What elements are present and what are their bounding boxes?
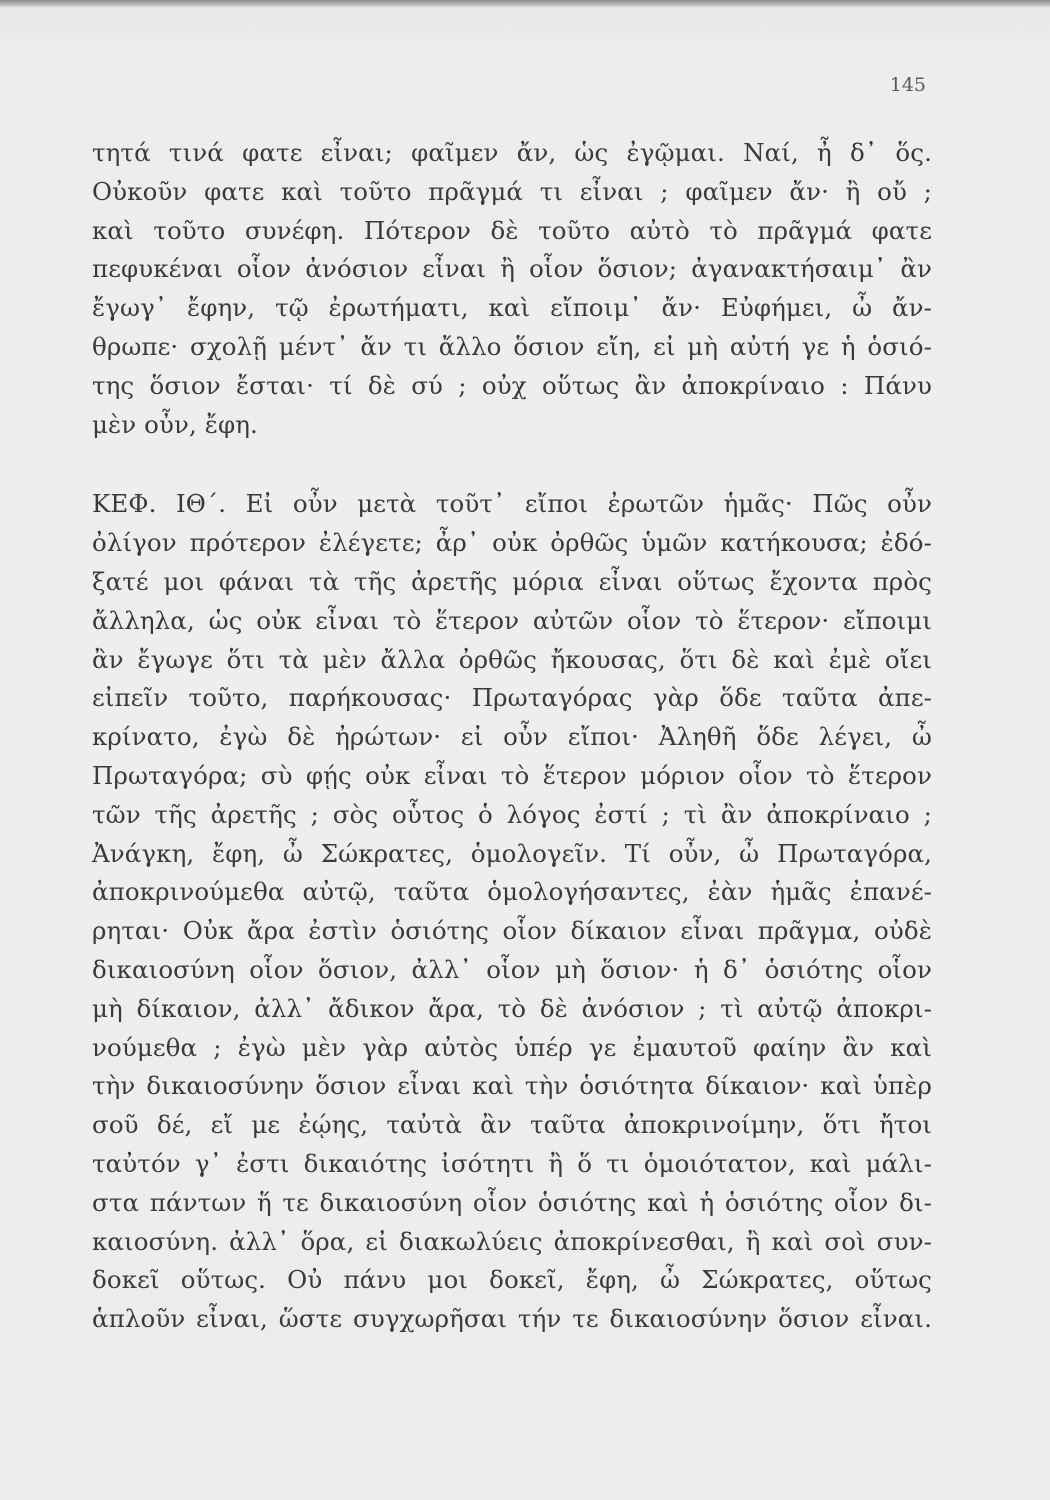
text-line: μὲν οὖν, ἔφη.	[92, 409, 258, 439]
text-line: Ἀνάγκη, ἔφη, ὦ Σώκρατες, ὁμολογεῖν. Τί οὖν, ὦ Πρωταγόρα,	[92, 838, 932, 868]
text-line: τὴν δικαιοσύνην ὅσιον εἶναι καὶ τὴν ὁσιότητα δίκαιον· καὶ ὑπὲρ	[92, 1071, 932, 1101]
text-line: στα πάντων ἥ τε δικαιοσύνη οἷον ὁσιότης καὶ ἡ ὁσιότης οἷον δι-	[92, 1187, 932, 1217]
text-line: της ὅσιον ἔσται· τί δὲ σύ ; οὐχ οὕτως ἂν ἀποκρίναιο : Πάνυ	[92, 370, 932, 400]
text-line: ὀλίγον πρότερον ἐλέγετε; ἆρ᾽ οὐκ ὀρθῶς ὑμῶν κατήκουσα; ἐδό-	[92, 528, 932, 558]
text-line: τητά τινά φατε εἶναι; φαῖμεν ἄν, ὡς ἐγῷμαι. Ναί, ἦ δ᾽ ὅς.	[92, 138, 932, 167]
text-line: τῶν τῆς ἀρετῆς ; σὸς οὗτος ὁ λόγος ἐστί ; τὶ ἂν ἀποκρίναιο ;	[92, 799, 932, 829]
paragraph-2	[92, 485, 932, 1339]
text-line: πεφυκέναι οἷον ἀνόσιον εἶναι ἢ οἷον ὅσιον; ἀγανακτήσαιμ᾽ ἂν	[92, 254, 932, 284]
text-line: ΚΕΦ. ΙΘ΄. Εἰ οὖν μετὰ τοῦτ᾽ εἴποι ἐρωτῶν ἡμᾶς· Πῶς οὖν	[92, 489, 932, 519]
text-line: ξατέ μοι φάναι τὰ τῆς ἀρετῆς μόρια εἶναι οὕτως ἔχοντα πρὸς	[92, 566, 932, 596]
paragraph-1	[92, 134, 932, 444]
text-line: νούμεθα ; ἐγὼ μὲν γὰρ αὐτὸς ὑπέρ γε ἐμαυτοῦ φαίην ἂν καὶ	[92, 1032, 932, 1062]
text-line: ἂν ἔγωγε ὅτι τὰ μὲν ἄλλα ὀρθῶς ἤκουσας, ὅτι δὲ καὶ ἐμὲ οἴει	[92, 644, 932, 674]
text-line: μὴ δίκαιον, ἀλλ᾽ ἄδικον ἄρα, τὸ δὲ ἀνόσιον ; τὶ αὐτῷ ἀποκρι-	[92, 993, 932, 1023]
text-line: εἰπεῖν τοῦτο, παρήκουσας· Πρωταγόρας γὰρ ὅδε ταῦτα ἀπε-	[92, 683, 932, 713]
page-top-edge	[0, 0, 1050, 8]
text-line: δικαιοσύνη οἷον ὅσιον, ἀλλ᾽ οἷον μὴ ὅσιον· ἡ δ᾽ ὁσιότης οἷον	[92, 954, 932, 984]
text-line: ἁπλοῦν εἶναι, ὥστε συγχωρῆσαι τήν τε δικαιοσύνην ὅσιον εἶναι.	[92, 1304, 932, 1334]
text-line: ἔγωγ᾽ ἔφην, τῷ ἐρωτήματι, καὶ εἴποιμ᾽ ἄν· Εὐφήμει, ὦ ἄν-	[92, 293, 932, 323]
text-line: καὶ τοῦτο συνέφη. Πότερον δὲ τοῦτο αὐτὸ τὸ πρᾶγμά φατε	[92, 215, 932, 245]
text-line: κρίνατο, ἐγὼ δὲ ἠρώτων· εἰ οὖν εἴποι· Ἀληθῆ ὅδε λέγει, ὦ	[92, 722, 932, 752]
text-line: ἄλληλα, ὡς οὐκ εἶναι τὸ ἕτερον αὐτῶν οἷον τὸ ἕτερον· εἴποιμι	[92, 605, 932, 635]
text-line: Πρωταγόρα; σὺ φῄς οὐκ εἶναι τὸ ἕτερον μόριον οἷον τὸ ἕτερον	[92, 760, 932, 790]
text-line: καιοσύνη. ἀλλ᾽ ὅρα, εἰ διακωλύεις ἀποκρίνεσθαι, ἢ καὶ σοὶ συν-	[92, 1226, 932, 1256]
text-line: ρηται· Οὐκ ἄρα ἐστὶν ὁσιότης οἷον δίκαιον εἶναι πρᾶγμα, οὐδὲ	[92, 916, 932, 946]
text-line: Οὐκοῦν φατε καὶ τοῦτο πρᾶγμά τι εἶναι ; φαῖμεν ἄν· ἢ οὔ ;	[92, 176, 932, 206]
text-line: δοκεῖ οὕτως. Οὐ πάνυ μοι δοκεῖ, ἔφη, ὦ Σώκρατες, οὕτως	[92, 1265, 932, 1295]
page-number: 145	[889, 74, 926, 96]
text-line: θρωπε· σχολῇ μέντ᾽ ἄν τι ἄλλο ὅσιον εἴη, εἰ μὴ αὐτή γε ἡ ὁσιό-	[92, 331, 932, 361]
text-body	[92, 134, 932, 1339]
text-line: σοῦ δέ, εἴ με ἐῴης, ταὐτὰ ἂν ταῦτα ἀποκρινοίμην, ὅτι ἤτοι	[92, 1110, 932, 1140]
text-line: ταὐτόν γ᾽ ἐστι δικαιότης ἰσότητι ἢ ὅ τι ὁμοιότατον, καὶ μάλι-	[92, 1148, 932, 1178]
text-line: ἀποκρινούμεθα αὐτῷ, ταῦτα ὁμολογήσαντες, ἐὰν ἡμᾶς ἐπανέ-	[92, 877, 932, 907]
